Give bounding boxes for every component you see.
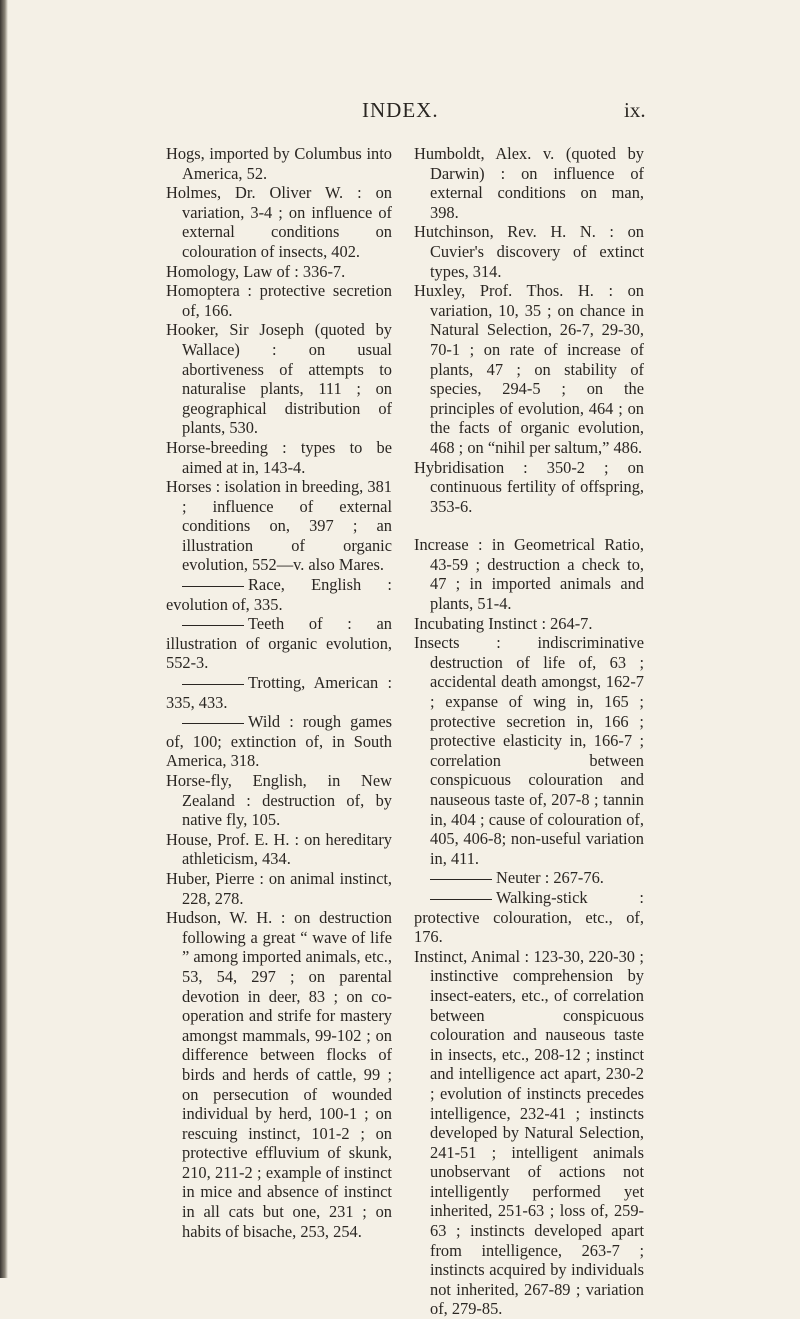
- subentry-dash: [182, 586, 244, 587]
- page-header: [0, 98, 800, 138]
- subentry-text: Wild : rough games of, 100; extinction of, in South America, 318.: [166, 712, 392, 771]
- index-subentry-trotting: [166, 673, 392, 712]
- book-spine-shadow: [0, 0, 8, 1278]
- index-entry-instinct: Instinct, Animal : 123-30, 220-30 ; instinctive comprehension by insect-eaters, etc., of correlation between conspicuous colouration and nauseous taste in insects, etc., 208-12 ; instinct and intelligence act apart, 230-2 ; evolution of instincts precedes intelligence, 232-41 ; instincts developed by Natural Selection, 241-51 ; intelligent animals unobservant of actions not intelligently performed yet inherited, 251-63 ; loss of, 259-63 ; instincts developed apart from intelligence, 263-7 ; instincts acquired by individuals not inherited, 267-89 ; variation of, 279-85.: [414, 946, 644, 1319]
- index-entry-hutchinson: Hutchinson, Rev. H. N. : on Cuvier's discovery of extinct types, 314.: [414, 222, 644, 281]
- subentry-text: Neuter : 267-76.: [496, 868, 604, 888]
- index-entry-house: House, Prof. E. H. : on hereditary athleticism, 434.: [166, 829, 392, 869]
- page-number: ix.: [624, 98, 646, 122]
- subentry-text: Race, English : evolution of, 335.: [166, 575, 392, 614]
- index-entry-huxley: Huxley, Prof. Thos. H. : on variation, 10, 35 ; on chance in Natural Selection, 26-7, 29-30, 70-1 ; on rate of increase of plants, 47 ; on stability of species, 294-5 ; on the principles of evolution, 464 ; on the facts of organic evolution, 468 ; on “nihil per saltum,” 486.: [414, 281, 644, 457]
- index-subentry-teeth: [166, 614, 392, 673]
- index-entry-homology: Homology, Law of : 336-7.: [166, 261, 346, 281]
- index-entry-homoptera: Homoptera : protective secretion of, 166.: [166, 281, 392, 320]
- subentry-dash: [182, 723, 244, 724]
- page-title: INDEX.: [362, 98, 439, 122]
- index-entry-hogs: Hogs, imported by Columbus into America, 52.: [166, 144, 392, 183]
- index-subentry-walking-stick: [414, 888, 644, 947]
- index-column-right: [414, 144, 644, 1319]
- index-entry-horses: Horses : isolation in breeding, 381 ; influence of external conditions on, 397 ; an illustration of organic evolution, 552—v. also Mares.: [166, 477, 392, 575]
- index-entry-huber: Huber, Pierre : on animal instinct, 228, 278.: [166, 868, 392, 908]
- subentry-text: Teeth of : an illustration of organic evolution, 552-3.: [166, 614, 392, 673]
- subentry-text: Walking-stick : protective colouration, etc., of, 176.: [414, 887, 644, 947]
- index-entry-horse-fly: Horse-fly, English, in New Zealand : destruction of, by native fly, 105.: [166, 771, 392, 830]
- index-entry-humboldt: Humboldt, Alex. v. (quoted by Darwin) : on influence of external conditions on man, 398.: [414, 144, 644, 222]
- index-entry-increase: Increase : in Geometrical Ratio, 43-59 ; destruction a check to, 47 ; in imported animals and plants, 51-4.: [414, 535, 644, 614]
- index-entry-incubating: Incubating Instinct : 264-7.: [414, 613, 593, 633]
- subentry-dash: [182, 625, 244, 626]
- index-subentry-neuter: [414, 868, 644, 888]
- index-column-left: [166, 144, 392, 1241]
- index-entry-hudson: Hudson, W. H. : on destruction following a great “ wave of life ” among imported animals, etc., 53, 54, 297 ; on parental devotion in deer, 83 ; on co-operation and strife for mastery amongst mammals, 99-102 ; on difference between flocks of birds and herds of cattle, 99 ; on persecution of wounded individual by herd, 100-1 ; on rescuing instinct, 101-2 ; on protective effluvium of skunk, 210, 211-2 ; example of instinct in mice and absence of instinct in all cats but one, 231 ; on habits of bisache, 253, 254.: [166, 908, 392, 1241]
- index-subentry-wild: [166, 712, 392, 771]
- subentry-text: Trotting, American : 335, 433.: [166, 673, 392, 712]
- index-entry-hooker: Hooker, Sir Joseph (quoted by Wallace) : on usual abortiveness of attempts to naturalise plants, 111 ; on geographical distribution of plants, 530.: [166, 320, 392, 438]
- index-entry-horse-breeding: Horse-breeding : types to be aimed at in, 143-4.: [166, 437, 392, 477]
- index-entry-holmes: Holmes, Dr. Oliver W. : on variation, 3-4 ; on influence of external conditions on colouration of insects, 402.: [166, 183, 392, 261]
- subentry-dash: [430, 879, 492, 880]
- index-entry-insects: Insects : indiscriminative destruction of life of, 63 ; accidental death amongst, 162-7 ; expanse of wing in, 165 ; protective secretion in, 166 ; protective elasticity in, 166-7 ; correlation between conspicuous colouration and nauseous taste of, 207-8 ; tannin in, 404 ; cause of colouration of, 405, 406-8; non-useful variation in, 411.: [414, 633, 644, 868]
- index-entry-hybridisation: Hybridisation : 350-2 ; on continuous fertility of offspring, 353-6.: [414, 457, 644, 516]
- index-subentry-race: [166, 575, 392, 614]
- subentry-dash: [430, 899, 492, 900]
- subentry-dash: [182, 684, 244, 685]
